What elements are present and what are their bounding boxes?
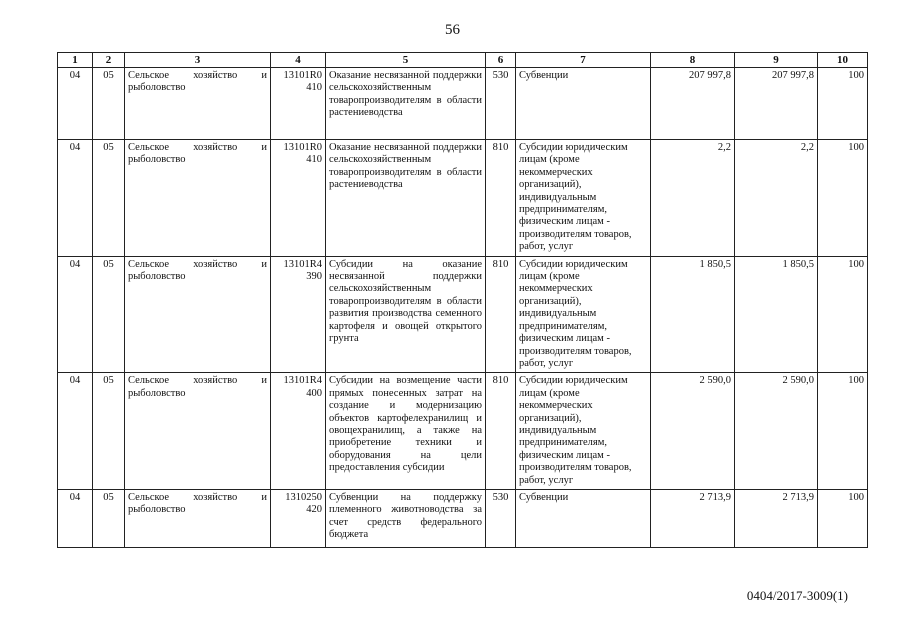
expense-type-name: Субвенции xyxy=(516,489,651,547)
target-article-code: 1310250 420 xyxy=(271,489,326,547)
expense-type-name: Субвенции xyxy=(516,68,651,140)
executed-amount: 1 850,5 xyxy=(735,256,818,373)
expense-description: Оказание несвязанной поддержки сельскохозяйственным товаропроизводителям в области растениеводства xyxy=(326,140,486,257)
planned-amount: 1 850,5 xyxy=(651,256,735,373)
planned-amount: 2 590,0 xyxy=(651,373,735,490)
table-row xyxy=(58,489,868,547)
executed-amount: 207 997,8 xyxy=(735,68,818,140)
column-header-7: 7 xyxy=(516,53,651,68)
section-code: 04 xyxy=(58,373,93,490)
table-row xyxy=(58,256,868,373)
execution-percent: 100 xyxy=(818,489,868,547)
table-row xyxy=(58,140,868,257)
expense-type-name: Субсидии юридическим лицам (кроме некоммерческих организаций), индивидуальным предпринимателям, физическим лицам - производителям товаров, работ, услуг xyxy=(516,256,651,373)
expense-type-code: 810 xyxy=(486,373,516,490)
table-row xyxy=(58,68,868,140)
section-name: Сельское хозяйство и рыболовство xyxy=(125,489,271,547)
column-header-5: 5 xyxy=(326,53,486,68)
subsection-code: 05 xyxy=(93,373,125,490)
expense-type-code: 810 xyxy=(486,140,516,257)
expense-type-name: Субсидии юридическим лицам (кроме некоммерческих организаций), индивидуальным предпринимателям, физическим лицам - производителям товаров, работ, услуг xyxy=(516,373,651,490)
section-code: 04 xyxy=(58,256,93,373)
execution-percent: 100 xyxy=(818,256,868,373)
column-header-6: 6 xyxy=(486,53,516,68)
executed-amount: 2 590,0 xyxy=(735,373,818,490)
section-code: 04 xyxy=(58,68,93,140)
column-header-8: 8 xyxy=(651,53,735,68)
table-row xyxy=(58,373,868,490)
expense-type-name: Субсидии юридическим лицам (кроме некоммерческих организаций), индивидуальным предпринимателям, физическим лицам - производителям товаров, работ, услуг xyxy=(516,140,651,257)
section-code: 04 xyxy=(58,489,93,547)
target-article-code: 13101R0 410 xyxy=(271,140,326,257)
expense-description: Оказание несвязанной поддержки сельскохозяйственным товаропроизводителям в области растениеводства xyxy=(326,68,486,140)
expense-description: Субвенции на поддержку племенного животноводства за счет средств федерального бюджета xyxy=(326,489,486,547)
planned-amount: 2 713,9 xyxy=(651,489,735,547)
expense-description: Субсидии на возмещение части прямых понесенных затрат на создание и модернизацию объектов картофелехранилищ и овощехранилищ, а также на приобретение техники и оборудования на цели предоставления субсидии xyxy=(326,373,486,490)
target-article-code: 13101R0 410 xyxy=(271,68,326,140)
column-header-2: 2 xyxy=(93,53,125,68)
expense-type-code: 530 xyxy=(486,68,516,140)
target-article-code: 13101R4 390 xyxy=(271,256,326,373)
execution-percent: 100 xyxy=(818,68,868,140)
expense-description: Субсидии на оказание несвязанной поддержки сельскохозяйственным товаропроизводителям в области развития производства семенного картофеля и овощей открытого грунта xyxy=(326,256,486,373)
section-name: Сельское хозяйство и рыболовство xyxy=(125,256,271,373)
subsection-code: 05 xyxy=(93,256,125,373)
section-name: Сельское хозяйство и рыболовство xyxy=(125,373,271,490)
header-row xyxy=(58,53,868,68)
column-header-3: 3 xyxy=(125,53,271,68)
subsection-code: 05 xyxy=(93,140,125,257)
column-header-1: 1 xyxy=(58,53,93,68)
planned-amount: 207 997,8 xyxy=(651,68,735,140)
section-name: Сельское хозяйство и рыболовство xyxy=(125,68,271,140)
execution-percent: 100 xyxy=(818,140,868,257)
budget-table xyxy=(57,52,868,548)
column-header-4: 4 xyxy=(271,53,326,68)
executed-amount: 2 713,9 xyxy=(735,489,818,547)
executed-amount: 2,2 xyxy=(735,140,818,257)
subsection-code: 05 xyxy=(93,68,125,140)
section-name: Сельское хозяйство и рыболовство xyxy=(125,140,271,257)
subsection-code: 05 xyxy=(93,489,125,547)
document-registration-code: 0404/2017-3009(1) xyxy=(746,588,848,603)
target-article-code: 13101R4 400 xyxy=(271,373,326,490)
expense-type-code: 810 xyxy=(486,256,516,373)
section-code: 04 xyxy=(58,140,93,257)
column-header-9: 9 xyxy=(735,53,818,68)
expense-type-code: 530 xyxy=(486,489,516,547)
column-header-10: 10 xyxy=(818,53,868,68)
planned-amount: 2,2 xyxy=(651,140,735,257)
execution-percent: 100 xyxy=(818,373,868,490)
page-number: 56 xyxy=(445,22,460,38)
